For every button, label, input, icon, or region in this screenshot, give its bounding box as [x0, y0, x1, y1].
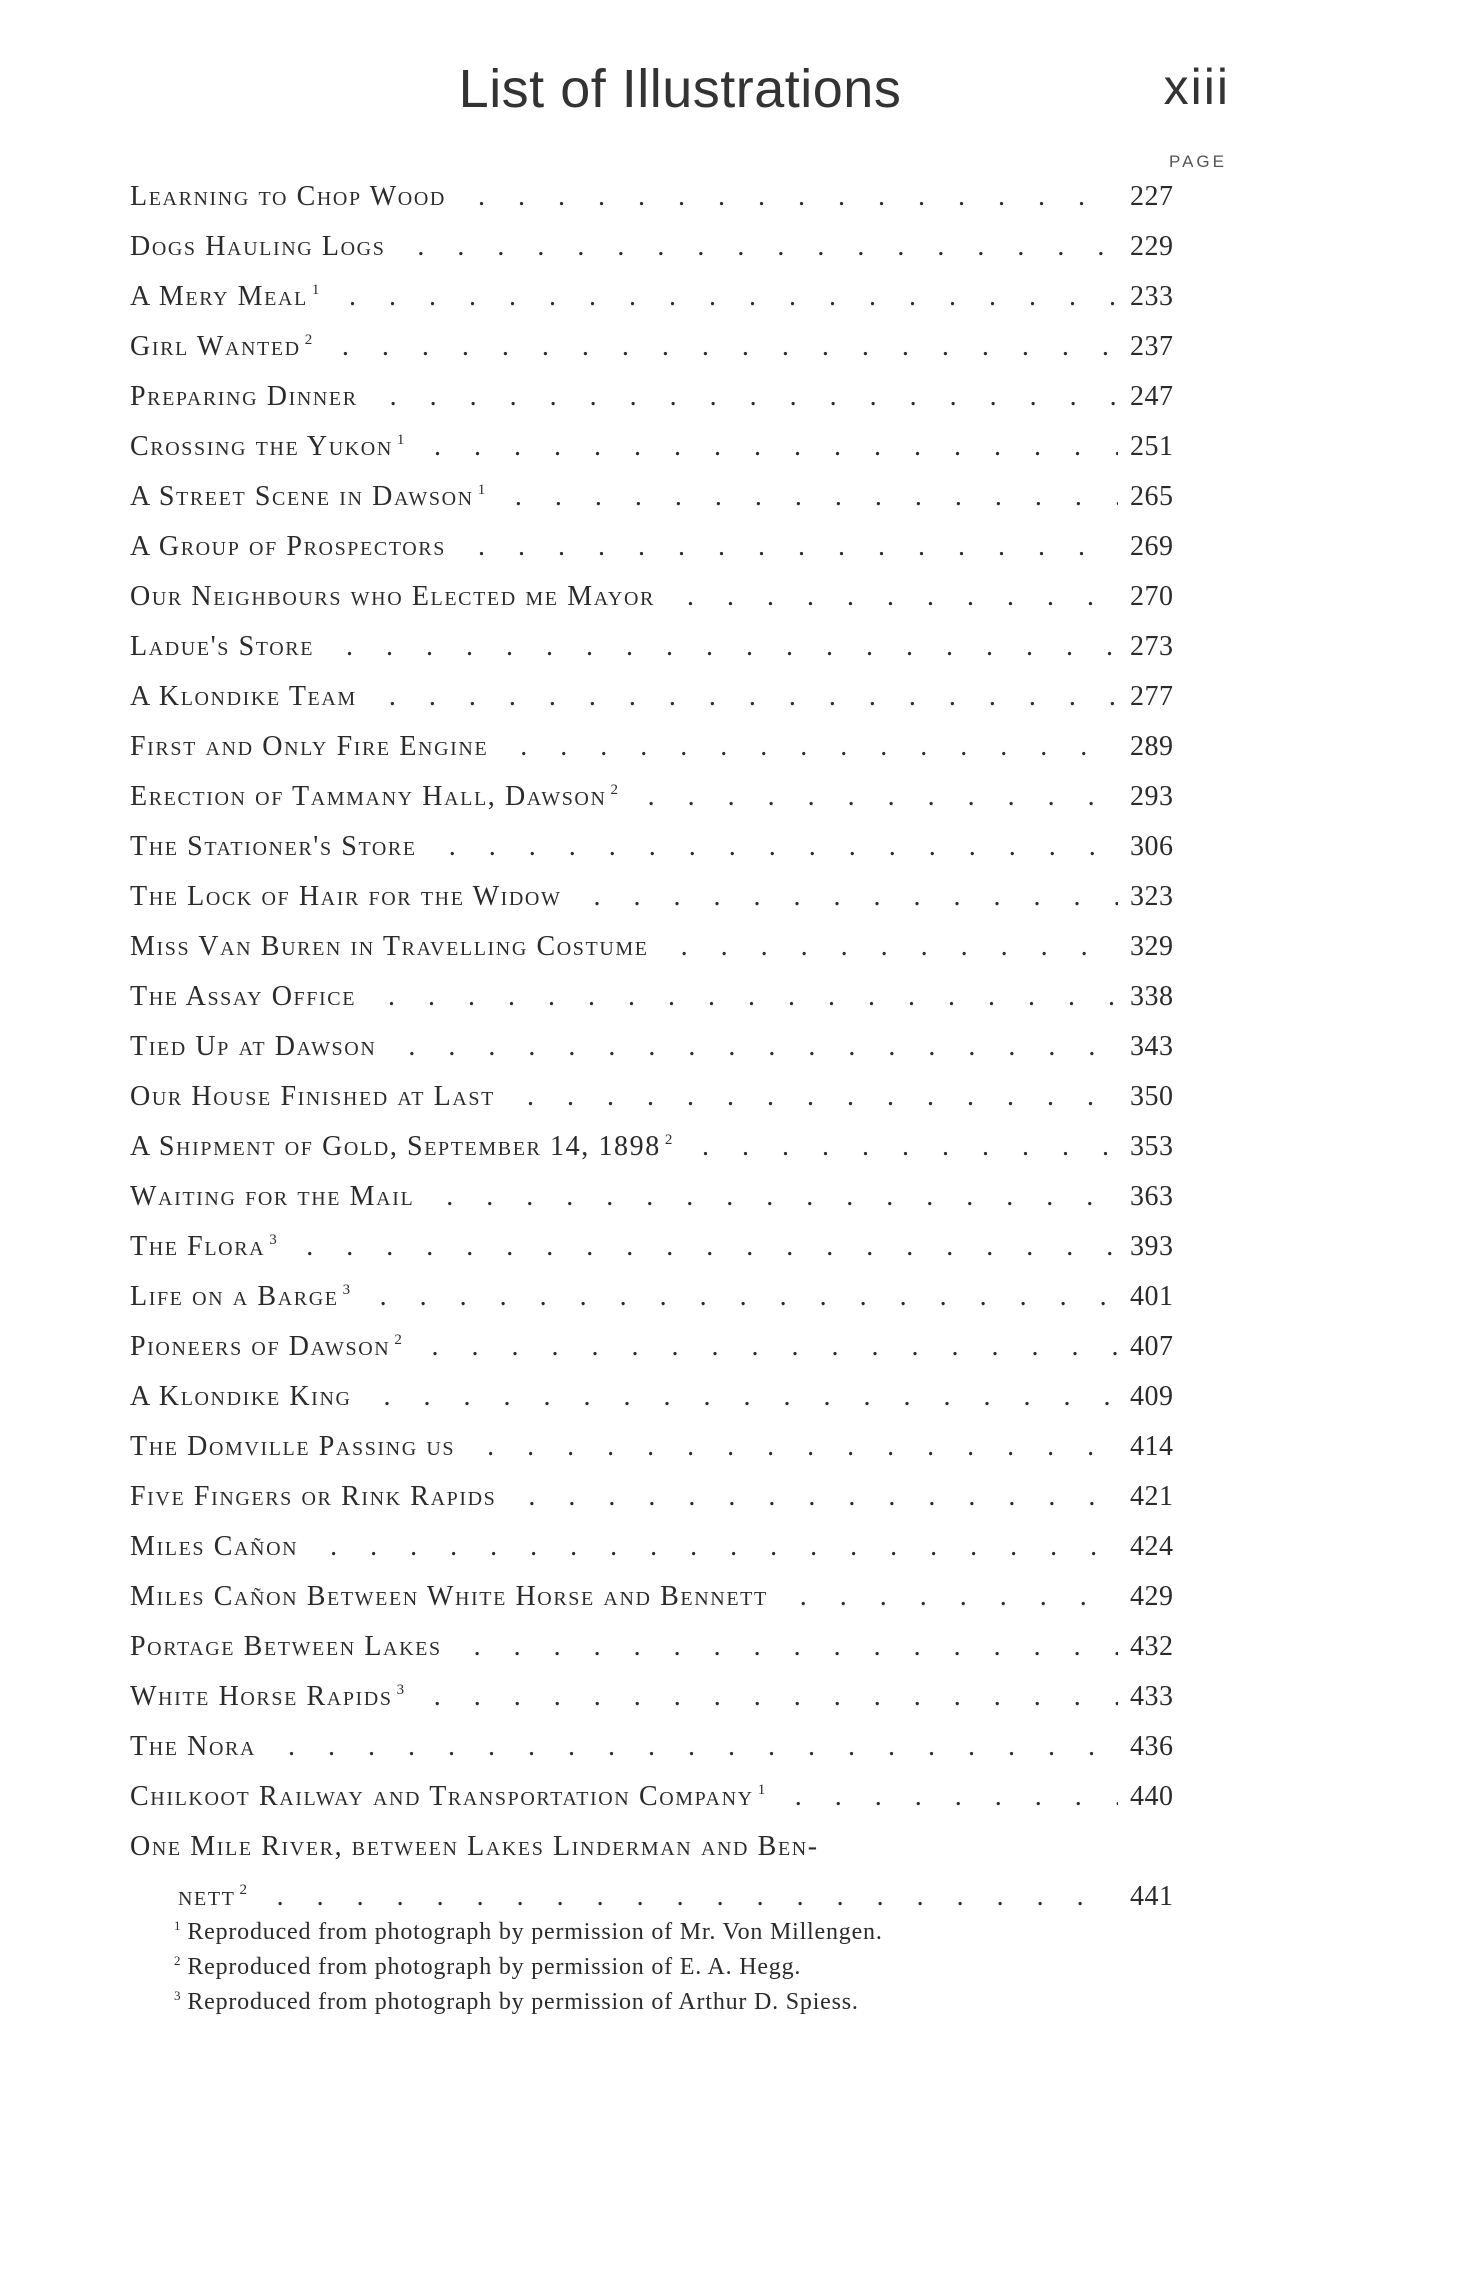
list-item [130, 822, 1230, 872]
entry-title: A Group of Prospectors [130, 531, 446, 562]
entry-page: 401 [1124, 1272, 1230, 1322]
list-item [130, 1722, 1230, 1772]
list-item [130, 422, 1230, 472]
entry-page: 363 [1124, 1172, 1230, 1222]
list-item [130, 1122, 1230, 1172]
entry-title: The Domville Passing us [130, 1431, 456, 1462]
entry-title: A Shipment of Gold, September 14, 1898 [130, 1131, 661, 1162]
list-item [130, 622, 1230, 672]
entry-note: 3 [269, 1232, 279, 1248]
entry-note: 2 [304, 332, 314, 348]
entry-page: 289 [1124, 722, 1230, 772]
entry-page: 432 [1124, 1622, 1230, 1672]
list-item [130, 572, 1230, 622]
entry-title: Learning to Chop Wood [130, 181, 446, 212]
list-item [130, 1222, 1230, 1272]
footnote-mark: 3 [174, 1988, 182, 2003]
list-item [130, 372, 1230, 422]
page-title: List of Illustrations [458, 59, 902, 119]
entry-title: White Horse Rapids [130, 1681, 393, 1712]
page-header [130, 58, 1230, 138]
entry-title: Chilkoot Railway and Transportation Company [130, 1781, 754, 1812]
entry-page: 227 [1124, 172, 1230, 222]
list-item [130, 272, 1230, 322]
list-item [130, 772, 1230, 822]
list-item [130, 222, 1230, 272]
entry-page: 433 [1124, 1672, 1230, 1722]
entry-page: 409 [1124, 1372, 1230, 1422]
entry-page: 265 [1124, 472, 1230, 522]
entry-title: Crossing the Yukon [130, 431, 393, 462]
entry-title: A Mery Meal [130, 281, 308, 312]
list-item [130, 672, 1230, 722]
entry-note: 2 [239, 1882, 249, 1898]
footnotes [174, 1916, 1224, 2021]
entry-page: 421 [1124, 1472, 1230, 1522]
list-item [130, 1172, 1230, 1222]
entry-page: 306 [1124, 822, 1230, 872]
entry-title: The Nora [130, 1731, 257, 1762]
entry-title: Portage Between Lakes [130, 1631, 442, 1662]
entry-page: 329 [1124, 922, 1230, 972]
entry-title: A Street Scene in Dawson [130, 481, 474, 512]
entry-page: 436 [1124, 1722, 1230, 1772]
list-item [130, 1772, 1230, 1822]
list-item [130, 1072, 1230, 1122]
list-item [130, 872, 1230, 922]
entry-note: 1 [311, 282, 321, 298]
entry-title: Miles Cañon [130, 1531, 299, 1562]
entry-page: 229 [1124, 222, 1230, 272]
entry-page: 323 [1124, 872, 1230, 922]
entry-page: 350 [1124, 1072, 1230, 1122]
entry-title: The Flora [130, 1231, 266, 1262]
entry-title: The Assay Office [130, 981, 357, 1012]
entry-title: First and Only Fire Engine [130, 731, 489, 762]
entry-note: 3 [396, 1682, 406, 1698]
illustration-list [130, 172, 1230, 1922]
footnote-text: Reproduced from photograph by permission of E. A. Hegg. [187, 1954, 802, 1980]
entry-page: 237 [1124, 322, 1230, 372]
entry-title: Waiting for the Mail [130, 1181, 415, 1212]
entry-title: A Klondike King [130, 1381, 352, 1412]
entry-page: 429 [1124, 1572, 1230, 1622]
footnote [174, 1916, 1224, 1951]
entry-page: 440 [1124, 1772, 1230, 1822]
entry-title: Five Fingers or Rink Rapids [130, 1481, 497, 1512]
entry-page: 353 [1124, 1122, 1230, 1172]
list-item [130, 172, 1230, 222]
entry-note: 2 [610, 782, 620, 798]
entry-title: Ladue's Store [130, 631, 315, 662]
entry-title: Our House Finished at Last [130, 1081, 495, 1112]
page-column-label: PAGE [1169, 152, 1227, 171]
entry-page: 441 [1124, 1872, 1230, 1922]
footnote-text: Reproduced from photograph by permission of Arthur D. Spiess. [187, 1989, 859, 2015]
entry-page: 343 [1124, 1022, 1230, 1072]
entry-page: 293 [1124, 772, 1230, 822]
entry-title: Preparing Dinner [130, 381, 358, 412]
list-item [130, 922, 1230, 972]
list-item [130, 1322, 1230, 1372]
entry-page: 414 [1124, 1422, 1230, 1472]
list-item-continued [130, 1822, 1230, 1872]
list-item [130, 722, 1230, 772]
list-item [130, 522, 1230, 572]
entry-page: 233 [1124, 272, 1230, 322]
entry-note: 1 [396, 432, 406, 448]
list-item [130, 1672, 1230, 1722]
entry-title: Miles Cañon Between White Horse and Bennett [130, 1581, 768, 1612]
list-item [130, 1872, 1230, 1922]
entry-title: Pioneers of Dawson [130, 1331, 391, 1362]
entry-page: 247 [1124, 372, 1230, 422]
entry-title: The Lock of Hair for the Widow [130, 881, 562, 912]
list-item [130, 1572, 1230, 1622]
footnote-mark: 2 [174, 1953, 182, 1968]
entry-title: Tied Up at Dawson [130, 1031, 377, 1062]
entry-title-line1: One Mile River, between Lakes Linderman and Ben- [130, 1831, 819, 1862]
entry-title: The Stationer's Store [130, 831, 417, 862]
entry-title: Our Neighbours who Elected me Mayor [130, 581, 655, 612]
list-item [130, 1622, 1230, 1672]
entry-note: 2 [664, 1132, 674, 1148]
entry-page: 393 [1124, 1222, 1230, 1272]
list-item [130, 1272, 1230, 1322]
entry-title: Life on a Barge [130, 1281, 339, 1312]
entry-note: 1 [477, 482, 487, 498]
entry-title: Dogs Hauling Logs [130, 231, 386, 262]
list-item [130, 1472, 1230, 1522]
list-item [130, 472, 1230, 522]
list-item [130, 1522, 1230, 1572]
entry-title-line2: nett [178, 1881, 236, 1912]
footnote-text: Reproduced from photograph by permission of Mr. Von Millengen. [187, 1919, 883, 1945]
entry-note: 1 [757, 1782, 767, 1798]
entry-page: 273 [1124, 622, 1230, 672]
entry-page: 277 [1124, 672, 1230, 722]
entry-note: 3 [342, 1282, 352, 1298]
entry-page: 338 [1124, 972, 1230, 1022]
list-item [130, 322, 1230, 372]
page-number: xiii [1163, 59, 1230, 115]
entry-title: Erection of Tammany Hall, Dawson [130, 781, 607, 812]
entry-title: Miss Van Buren in Travelling Costume [130, 931, 649, 962]
entry-page: 269 [1124, 522, 1230, 572]
list-item [130, 1022, 1230, 1072]
entry-page: 407 [1124, 1322, 1230, 1372]
entry-page: 424 [1124, 1522, 1230, 1572]
entry-title: Girl Wanted [130, 331, 301, 362]
list-item [130, 1422, 1230, 1472]
entry-title: A Klondike Team [130, 681, 357, 712]
entry-page: 251 [1124, 422, 1230, 472]
footnote [174, 1986, 1224, 2021]
list-item [130, 1372, 1230, 1422]
footnote-mark: 1 [174, 1918, 182, 1933]
entry-note: 2 [394, 1332, 404, 1348]
entry-page: 270 [1124, 572, 1230, 622]
footnote [174, 1951, 1224, 1986]
list-item [130, 972, 1230, 1022]
